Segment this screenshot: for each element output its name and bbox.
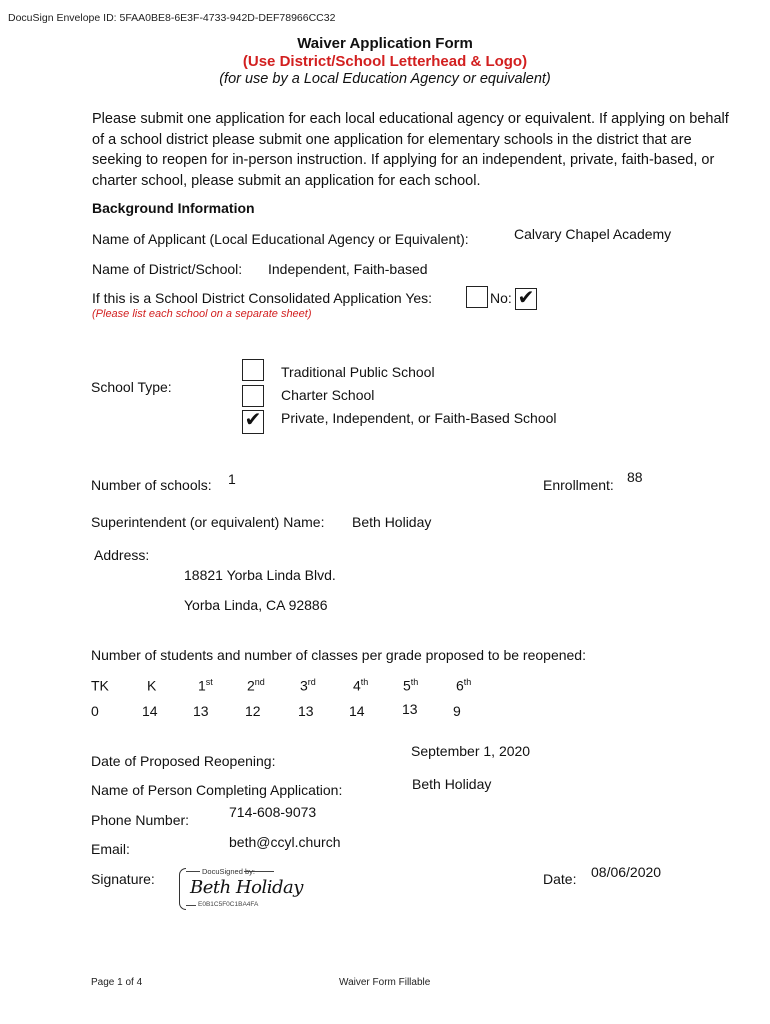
grade-value-1[interactable]: 13 bbox=[193, 703, 209, 719]
schools-count-value[interactable]: 1 bbox=[228, 471, 236, 487]
signature-top-line-right bbox=[244, 871, 274, 872]
district-value[interactable]: Independent, Faith-based bbox=[268, 261, 428, 277]
enrollment-label: Enrollment: bbox=[543, 477, 614, 493]
signature-bracket bbox=[179, 868, 186, 910]
applicant-label: Name of Applicant (Local Educational Agency or Equivalent): bbox=[92, 231, 469, 247]
date-value[interactable]: 08/06/2020 bbox=[591, 864, 662, 880]
form-title: Waiver Application Form bbox=[297, 35, 473, 52]
grade-value-tk[interactable]: 0 bbox=[91, 703, 99, 719]
email-value[interactable]: beth@ccyl.church bbox=[229, 834, 341, 850]
signature-id: E0B1C5F0C1BA4FA bbox=[198, 901, 259, 908]
grade-value-4[interactable]: 14 bbox=[349, 703, 365, 719]
phone-value[interactable]: 714-608-9073 bbox=[229, 804, 317, 820]
page-number: Page 1 of 4 bbox=[91, 977, 143, 988]
background-heading: Background Information bbox=[92, 200, 255, 216]
grades-heading: Number of students and number of classes per grade proposed to be reopened: bbox=[91, 647, 586, 663]
letterhead-note: (Use District/School Letterhead & Logo) bbox=[242, 53, 528, 70]
superintendent-label: Superintendent (or equivalent) Name: bbox=[91, 514, 325, 530]
grade-value-3[interactable]: 13 bbox=[298, 703, 314, 719]
phone-label: Phone Number: bbox=[91, 812, 190, 828]
signature-bottom-line bbox=[186, 905, 196, 906]
grade-header-4: 4th bbox=[353, 677, 369, 694]
reopen-date-label: Date of Proposed Reopening: bbox=[91, 753, 276, 769]
grade-header-6: 6th bbox=[456, 677, 472, 694]
traditional-public-checkbox[interactable] bbox=[242, 359, 264, 381]
form-name: Waiver Form Fillable bbox=[339, 977, 431, 988]
consolidated-yes-checkbox[interactable] bbox=[466, 286, 488, 308]
charter-school-label: Charter School bbox=[281, 387, 375, 403]
grade-value-k[interactable]: 14 bbox=[142, 703, 158, 719]
consolidated-label: If this is a School District Consolidated Application Yes: bbox=[92, 290, 433, 306]
grade-header-1: 1st bbox=[198, 677, 213, 694]
person-label: Name of Person Completing Application: bbox=[91, 782, 343, 798]
no-label: No: bbox=[490, 290, 512, 306]
separate-sheet-note: (Please list each school on a separate sheet) bbox=[92, 308, 312, 320]
docusign-signature-block[interactable] bbox=[176, 862, 303, 914]
address-line2[interactable]: Yorba Linda, CA 92886 bbox=[184, 597, 328, 613]
traditional-public-label: Traditional Public School bbox=[281, 364, 435, 380]
grade-value-5[interactable]: 13 bbox=[402, 701, 418, 717]
docusigned-by-label: DocuSigned by: bbox=[202, 867, 255, 876]
private-faith-checkbox[interactable]: ✔ bbox=[242, 410, 264, 434]
email-label: Email: bbox=[91, 841, 130, 857]
address-line1[interactable]: 18821 Yorba Linda Blvd. bbox=[184, 567, 336, 583]
private-faith-label: Private, Independent, or Faith-Based School bbox=[281, 410, 557, 426]
signature-name: Beth Holiday bbox=[190, 877, 303, 898]
signature-top-line bbox=[186, 871, 200, 872]
grade-value-2[interactable]: 12 bbox=[245, 703, 261, 719]
enrollment-value[interactable]: 88 bbox=[627, 469, 643, 485]
grade-header-tk: TK bbox=[91, 677, 109, 694]
grade-header-k: K bbox=[147, 677, 157, 694]
applicant-value[interactable]: Calvary Chapel Academy bbox=[514, 226, 672, 242]
usage-note: (for use by a Local Education Agency or equivalent) bbox=[219, 71, 551, 87]
school-type-label: School Type: bbox=[91, 379, 172, 395]
address-label: Address: bbox=[94, 547, 150, 563]
superintendent-value[interactable]: Beth Holiday bbox=[352, 514, 432, 530]
grade-value-6[interactable]: 9 bbox=[453, 703, 461, 719]
district-label: Name of District/School: bbox=[92, 261, 243, 277]
grade-header-2: 2nd bbox=[247, 677, 265, 694]
person-value[interactable]: Beth Holiday bbox=[412, 776, 492, 792]
consolidated-no-checkbox[interactable]: ✔ bbox=[515, 288, 537, 310]
envelope-id: DocuSign Envelope ID: 5FAA0BE8-6E3F-4733-942D-DEF78966CC32 bbox=[8, 12, 336, 24]
schools-count-label: Number of schools: bbox=[91, 477, 212, 493]
signature-label: Signature: bbox=[91, 871, 155, 887]
reopen-date-value[interactable]: September 1, 2020 bbox=[411, 743, 531, 759]
grade-header-3: 3rd bbox=[300, 677, 316, 694]
intro-paragraph: Please submit one application for each local educational agency or equivalent. If applying on behalf of a school district please submit one application for elementary schools in the district that are seeking to reopen for in-person instruction. If applying for an independent, private, faith-based, or charter school, please submit an application for each school. bbox=[92, 111, 729, 189]
date-label: Date: bbox=[543, 871, 577, 887]
charter-school-checkbox[interactable] bbox=[242, 385, 264, 407]
grade-header-5: 5th bbox=[403, 677, 419, 694]
